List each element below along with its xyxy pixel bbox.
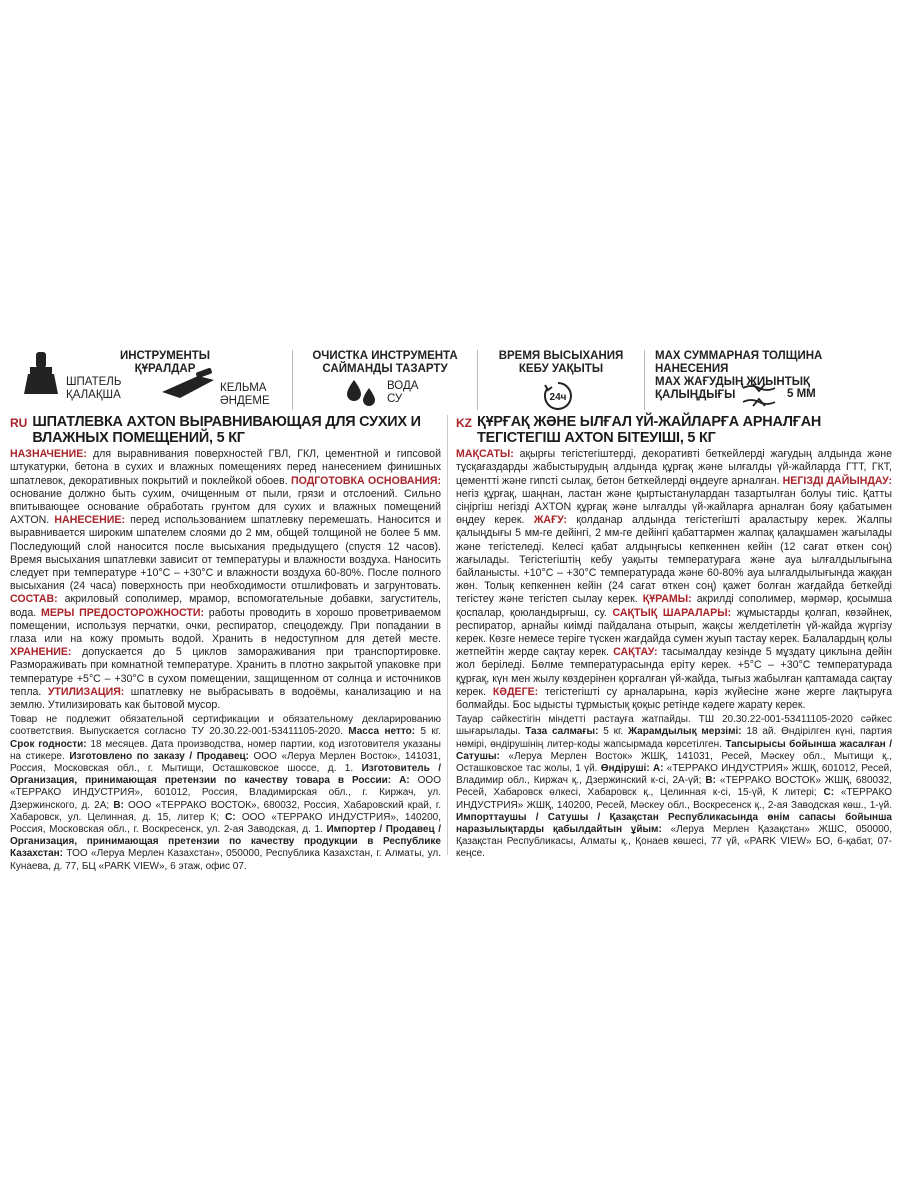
clock-24h-icon <box>542 380 574 412</box>
ru-product-title: ШПАТЛЕВКА AXTON ВЫРАВНИВАЮЩАЯ ДЛЯ СУХИХ И ВЛАЖНЫХ ПОМЕЩЕНИЙ, 5 КГ <box>32 414 421 446</box>
kz-column <box>456 415 892 861</box>
thickness-title: МАХ СУММАРНАЯ ТОЛЩИНА НАНЕСЕНИЯ МАХ ЖАҒУДЫҢ ЖИЫНТЫҚ ҚАЛЫҢДЫҒЫ <box>655 350 823 401</box>
cleaning-block <box>295 350 475 412</box>
spatula-icon <box>16 350 66 410</box>
thickness-block <box>647 350 890 412</box>
drying-title: ВРЕМЯ ВЫСЫХАНИЯ КЕБУ УАҚЫТЫ <box>498 350 624 375</box>
cleaning-title: ОЧИСТКА ИНСТРУМЕНТА САЙМАНДЫ ТАЗАРТУ <box>312 350 458 375</box>
kz-product-title: ҚҰРҒАҚ ЖӘНЕ ЫЛҒАЛ ҮЙ-ЖАЙЛАРҒА АРНАЛҒАН ТЕГІСТЕГІШ AXTON БІТЕУІШІ, 5 КГ <box>477 414 822 446</box>
water-drops-icon <box>345 378 379 408</box>
trowel-label: КЕЛЬМА ӘНДЕМЕ <box>220 382 270 407</box>
icon-divider <box>477 350 478 410</box>
ru-instructions: НАЗНАЧЕНИЕ: для выравнивания поверхностей ГВЛ, ГКЛ, цементной и гипсовой штукатурки, бетона в сухих и влажных помещениях перед нанесением финишных шпатлевок, декоративных покрытий и поклейкой обоев. ПОДГОТОВКА ОСНОВАНИЯ: основание должно быть сухим, очищенным от пыли, грязи и отслоений. Сильно впитывающее основание обработать грунтом для сухих и влажных помещений AXTON. НАНЕСЕНИЕ: перед использованием шпатлевку перемешать. Наносится и выравнивается широким шпателем слоями до 2 мм, общей толщиной не более 5 мм. Последующий слой наносится после высыхания предыдущего (спустя 12 часов). Время высыхания шпатлевки зависит от температуры и влажности воздуха. Наносить следует при температуре +10°С – +30°С и влажности воздуха 60-80%. После полного высыхания (24 часа) поверхность при необходимости отшлифовать и загрунтовать. СОСТАВ: акриловый сополимер, мрамор, вспомогательные добавки, загуститель, вода. МЕРЫ ПРЕДОСТОРОЖНОСТИ: работы проводить в хорошо проветриваемом помещении, используя перчатки, очки, респиратор, спецодежду. При попадании в глаза или на кожу промыть водой. Хранить в недоступном для детей месте. ХРАНЕНИЕ: допускается до 5 циклов замораживания при транспортировке. Размораживать при комнатной температуре. Хранить в плотно закрытой упаковке при температуре +5°С – +30°С в сухом помещении, защищенном от солнца и источников тепла. УТИЛИЗАЦИЯ: шпатлевку не выбрасывать в водоёмы, канализацию и на землю. Утилизировать как бытовой мусор. <box>10 448 441 712</box>
lang-badge-kz: KZ <box>456 416 472 430</box>
drying-value: 24ч <box>549 392 567 403</box>
kz-legal-info: Тауар сәйкестігін міндетті растауға жатпайды. ТШ 20.30.22-001-53411105-2020 сәйкес шығарылады. Таза салмағы: 5 кг. Жарамдылық мерзімі: 18 ай. Өндірілген күні, партия нөмірі, өндірушінің литер-коды жапсырмада көрсетілген. Тапсырысы бойынша жасалған / Сатушы: «Леруа Мерлен Восток» ЖШҚ, 141031, Ресей, Мәскеу обл., Мытищи қ., Осташковское тас жолы, 1 үй. Өндіруші: А: «ТЕРРАКО ИНДУСТРИЯ» ЖШҚ, 601012, Ресей, Владимир обл., Киржач қ., Дзержинский к-сі, 2А-үй; В: «ТЕРРАКО ВОСТОК» ЖШҚ, 680032, Ресей, Хабаровск өлкесі, Хабаровск қ., Целинная к-сі, 15-үй, К литері; С: «ТЕРРАКО ИНДУСТРИЯ» ЖШҚ, 140200, Ресей, Мәскеу обл., Воскресенск қ., 2-ая Заводская көш., 1-үй. Импорттаушы / Сатушы / Қазақстан Республикасында өнім сапасы бойынша наразылықтарды қабылдайтын ұйым: «Леруа Мерлен Қазақстан» ЖШС, 050000, Қазақстан Республикасы, Алматы қ., Қонаев көшесі, 77 үй, «PARK VIEW» БО, 6-қабат, 07-кеңсе. <box>456 714 893 860</box>
ru-legal-info: Товар не подлежит обязательной сертификации и обязательному декларированию соответствия. Выпускается согласно ТУ 20.30.22-001-53411105-2020. Масса нетто: 5 кг. Срок годности: 18 месяцев. Дата производства, номер партии, код изготовителя указаны на стикере. Изготовлено по заказу / Продавец: ООО «Леруа Мерлен Восток», 141031, Россия, Московская обл., г. Мытищи, Осташковское шоссе, д. 1. Изготовитель / Организация, принимающая претензии по качеству товара в России: А: ООО «ТЕРРАКО ИНДУСТРИЯ», 601012, Россия, Владимирская обл., г. Киржач, ул. Дзержинского, д. 2А; В: ООО «ТЕРРАКО ВОСТОК», 680032, Россия, Хабаровский край, г. Хабаровск, ул. Целинная, д. 15, литер К; С: ООО «ТЕРРАКО ИНДУСТРИЯ», 140200, Россия, Московская обл., г. Воскресенск, ул. 2-ая Заводская, д. 1. Импортер / Продавец / Организация, принимающая претензии по качеству продукции в Республике Казахстан: ТОО «Леруа Мерлен Казахстан», 050000, Республика Казахстан, г. Алматы, ул. Кунаева, д. 77, БЦ «PARK VIEW», 6 этаж, офис 07. <box>10 714 442 872</box>
icon-divider <box>292 350 293 410</box>
kz-header <box>456 415 892 446</box>
icon-divider <box>644 350 645 410</box>
trowel-icon <box>158 368 220 402</box>
icons-strip <box>10 350 890 412</box>
lang-badge-ru: RU <box>10 416 28 430</box>
tools-title: ИНСТРУМЕНТЫ ҚҰРАЛДАР <box>119 350 211 375</box>
column-divider <box>447 415 448 855</box>
ru-header <box>10 415 441 446</box>
tools-block <box>10 350 290 412</box>
layer-thickness-icon <box>739 382 779 408</box>
spatula-label: ШПАТЕЛЬ ҚАЛАҚША <box>66 376 122 401</box>
thickness-value: 5 ММ <box>787 388 816 400</box>
ru-column <box>10 415 441 873</box>
drying-block <box>480 350 642 412</box>
kz-instructions: МАҚСАТЫ: ақырғы тегістегіштерді, декоративті беткейлерді жағудың алдында және тұсқағаздарды жабыстырудың алдында құрғақ және ылғалды үй-жайларда ГТТ, ГКТ, цементті және гипсті сылақ, бетон беткейлерді өңдеуге арналған. НЕГІЗДІ ДАЙЫНДАУ: негіз құрғақ, шаңнан, ластан және қыртыстанулардан тазартылған болуы тиіс. Қатты сіңіргіш негізді AXTON құрғақ және ылғалды үй-жайларға арналған бояу қабатымен өңдеу керек. ЖАҒУ: қолданар алдында тегістегішті араластыру керек. Жалпы қалыңдығы 5 мм-ге дейінгі, 2 мм-ге дейінгі қабаттармен жалпақ қалақшамен жағылады және тегістеледі. Келесі қабат алдыңғысы кепкеннен кейін (12 сағат өткен соң) жағылады. Тегістегіштің кебу уақыты температураға және ауа ылғалдылығына байланысты. +10°С – +30°С температурада және 60-80% ауа ылғалдылығында жаққан жөн. Толық кепкеннен кейін (24 сағат өткен соң) қажет болған жағдайда беткейді тегістеу және тегістеп сылау керек. ҚҰРАМЫ: акрилді сополимер, мәрмәр, қосымша қоспалар, қоюландырғыш, су. САҚТЫҚ ШАРАЛАРЫ: жұмыстарды қолғап, көзәйнек, респиратор, арнайы киімді пайдалана отырып, жақсы желдетілетін үй-жайда жүргізу керек. Көзге немесе теріге түскен жағдайда сумен жуып тастау керек. Балалардың қолы жетпейтін жерде сақтау керек. САҚТАУ: тасымалдау кезінде 5 мұздату циклына дейін жол беріледі. Бөлме температурасында еріту керек. +5°С – +30°С температурада құрғақ, күн мен жылу көздерінен қорғалған үй-жайда, тығыз жабылған қаптамада сақтау керек. КӘДЕГЕ: тегістегішті су арналарына, кәріз жүйесіне және жерге лақтыруға болмайды. Бос ыдысты тұрмыстық қоқыс ретінде кәдеге жарату керек. <box>456 448 893 712</box>
water-label: ВОДА СУ <box>387 380 419 405</box>
